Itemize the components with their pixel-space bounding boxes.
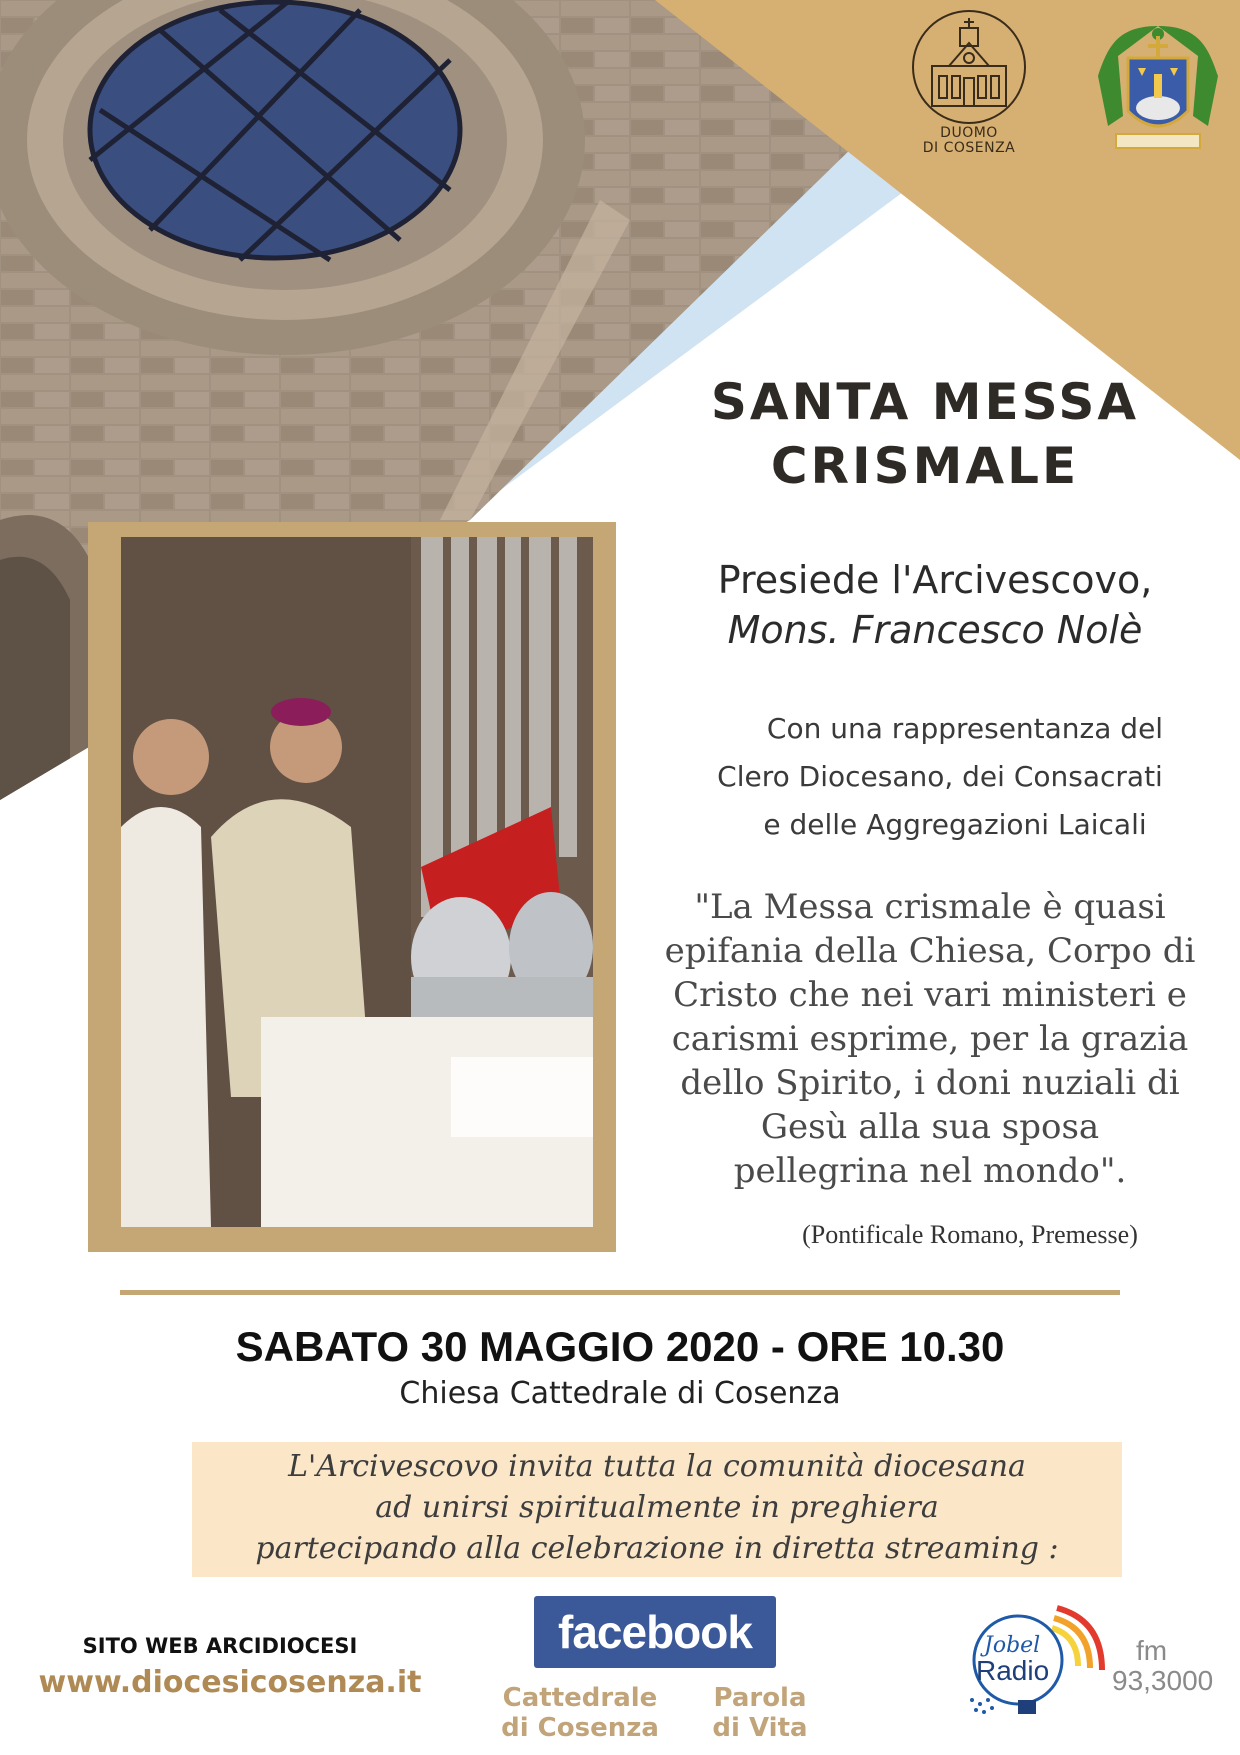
event-date-time: SABATO 30 MAGGIO 2020 - ORE 10.30 (235, 1323, 1005, 1370)
radio-frequency (1112, 1636, 1240, 1696)
quote-line: Gesù alla sua sposa (760, 1107, 1100, 1147)
invite-line: ad unirsi spiritualmente in preghiera (375, 1490, 939, 1525)
presider-name (640, 605, 1230, 655)
invite-text (192, 1446, 1122, 1569)
invite-line: partecipando alla celebrazione in diretta streaming : (255, 1531, 1059, 1566)
facebook-page-cattedrale-line-2: di Cosenza (501, 1713, 659, 1743)
radio-name-1: Jobel (984, 1633, 1041, 1658)
presider-line-1: Presiede l'Arcivescovo, (717, 558, 1153, 602)
quote-line: pellegrina nel mondo". (733, 1151, 1127, 1191)
divider (120, 1290, 1120, 1295)
representation-line: Clero Diocesano, dei Consacrati (717, 760, 1163, 793)
page-title (600, 370, 1240, 498)
quote-line: Cristo che nei vari ministeri e (673, 975, 1187, 1015)
event-location: Chiesa Cattedrale di Cosenza (399, 1376, 841, 1411)
invite-line: L'Arcivescovo invita tutta la comunità diocesana (288, 1449, 1026, 1484)
radio-logo[interactable] (962, 1600, 1112, 1720)
coat-of-arms-logo (1088, 16, 1228, 166)
quote-line: dello Spirito, i doni nuziali di (680, 1063, 1180, 1103)
quote-line: "La Messa crismale è quasi (694, 887, 1166, 927)
quote-line: carismi esprime, per la grazia (671, 1019, 1189, 1059)
facebook-page-cattedrale-line-1: Cattedrale (502, 1683, 658, 1713)
facebook-page-cattedrale[interactable] (480, 1683, 680, 1743)
facebook-logo[interactable]: facebook (534, 1596, 776, 1668)
quote-block (630, 885, 1230, 1193)
quote-line: epifania della Chiesa, Corpo di (664, 931, 1196, 971)
site-url-link[interactable]: www.diocesicosenza.it (38, 1665, 422, 1700)
representation-line: Con una rappresentanza del (766, 712, 1164, 745)
quote-source: (Pontificale Romano, Premesse) (802, 1220, 1138, 1249)
fm-label: fm (1136, 1635, 1168, 1666)
duomo-logo (900, 8, 1038, 168)
duomo-caption-2: DI COSENZA (922, 140, 1016, 156)
radio-icon (962, 1600, 1112, 1720)
representation-line: e delle Aggregazioni Laicali (763, 808, 1147, 841)
facebook-page-parola-line-2: di Vita (712, 1713, 808, 1743)
facebook-page-parola-di-vita[interactable] (690, 1683, 830, 1743)
facebook-page-parola-line-1: Parola (713, 1683, 807, 1713)
title-line-2: CRISMALE (770, 437, 1080, 495)
ceremony-photo (121, 537, 593, 1227)
radio-name-2: Radio (976, 1655, 1050, 1686)
presider-name-text: Mons. Francesco Nolè (727, 608, 1143, 652)
site-label: SITO WEB ARCIDIOCESI (82, 1634, 358, 1658)
presider-block (640, 555, 1230, 655)
cathedral-icon (904, 8, 1034, 126)
representation-block (650, 705, 1230, 849)
duomo-caption-1: DUOMO (940, 125, 998, 141)
title-line-1: SANTA MESSA (710, 373, 1140, 431)
coat-of-arms-icon (1088, 16, 1228, 166)
fm-frequency: 93,3000 (1112, 1665, 1214, 1696)
